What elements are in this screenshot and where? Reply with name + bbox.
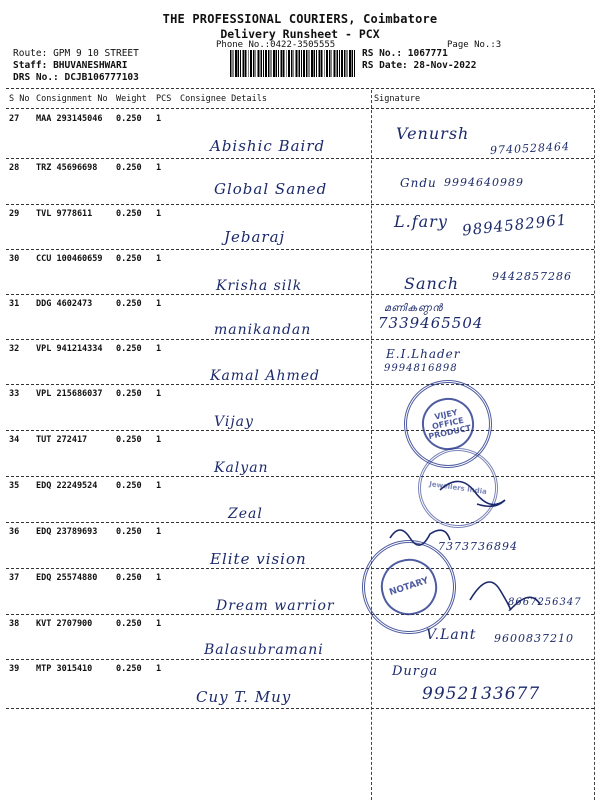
row-sno: 29 [9, 209, 20, 219]
document-subtitle: Delivery Runsheet - PCX [220, 27, 380, 41]
row-signature-phone: 9994816898 [384, 363, 458, 374]
company-title: THE PROFESSIONAL COURIERS, Coimbatore [162, 12, 438, 26]
row-weight: 0.250 [116, 344, 142, 354]
row-signature-phone: 9952133677 [422, 684, 541, 704]
scribble-row-37 [470, 582, 540, 610]
row-consignee-handwritten: Kamal Ahmed [210, 368, 321, 384]
col-head-sno: S No [9, 94, 30, 104]
row-pcs: 1 [156, 664, 162, 674]
scribble-row-36 [390, 530, 450, 545]
row-consignee-handwritten: Vijay [214, 414, 254, 430]
row-signature-phone: 9994640989 [444, 176, 524, 189]
row-pcs: 1 [156, 254, 162, 264]
row-consignee-handwritten: Cuy T. Muy [196, 688, 292, 706]
row-consignment-no: TUT 272417 [36, 435, 88, 445]
row-sno: 38 [9, 619, 20, 629]
row-pcs: 1 [156, 573, 162, 583]
row-signature-name: E.I.Lhader [386, 347, 461, 361]
row-consignment-no: MAA 293145046 [36, 114, 103, 124]
row-consignee-handwritten: manikandan [214, 322, 312, 338]
row-pcs: 1 [156, 344, 162, 354]
row-consignment-no: VPL 215686037 [36, 389, 103, 399]
rs-no-value: 1067771 [407, 48, 448, 59]
row-consignment-no: KVT 2707900 [36, 619, 93, 629]
row-consignment-no: EDQ 22249524 [36, 481, 98, 491]
row-sno: 36 [9, 527, 20, 537]
row-consignee-handwritten: Zeal [228, 506, 263, 522]
row-sno: 27 [9, 114, 20, 124]
notary-stamp-text: NOTARY [388, 575, 430, 599]
rs-date-value: 28-Nov-2022 [413, 60, 477, 71]
row-weight: 0.250 [116, 527, 142, 537]
drs-label: DRS No.: [13, 72, 59, 83]
row-signature-phone: 7339465504 [378, 314, 484, 332]
row-signature-phone: 9600837210 [494, 632, 574, 645]
row-pcs: 1 [156, 619, 162, 629]
row-signature-name: V.Lant [426, 627, 477, 643]
row-signature-phone: 8667256347 [508, 597, 582, 608]
row-signature-name: Durga [392, 664, 439, 679]
row-weight: 0.250 [116, 481, 142, 491]
row-consignment-no: CCU 100460659 [36, 254, 103, 264]
row-pcs: 1 [156, 209, 162, 219]
col-head-weight: Weight [116, 94, 147, 104]
row-pcs: 1 [156, 389, 162, 399]
row-weight: 0.250 [116, 299, 142, 309]
row-consignee-handwritten: Jebaraj [224, 228, 286, 246]
row-sno: 33 [9, 389, 20, 399]
row-sno: 37 [9, 573, 20, 583]
page-number: Page No.:3 [447, 40, 502, 50]
row-consignee-handwritten: Balasubramani [204, 642, 324, 658]
row-signature-name: മണികണ്ഠൻ [384, 303, 444, 314]
row-sno: 35 [9, 481, 20, 491]
row-pcs: 1 [156, 435, 162, 445]
row-weight: 0.250 [116, 114, 142, 124]
row-pcs: 1 [156, 114, 162, 124]
row-sno: 32 [9, 344, 20, 354]
row-pcs: 1 [156, 299, 162, 309]
row-sno: 30 [9, 254, 20, 264]
row-sno: 34 [9, 435, 20, 445]
row-consignee-handwritten: Kalyan [214, 460, 269, 476]
col-head-signature: Signature [374, 94, 421, 104]
row-signature-name: Gndu [400, 176, 437, 190]
row-consignment-no: MTP 3015410 [36, 664, 93, 674]
staff-value: BHUVANESHWARI [53, 60, 128, 71]
office-stamp-text: VIJEY OFFICE PRODUCT [427, 408, 472, 442]
row-weight: 0.250 [116, 254, 142, 264]
row-weight: 0.250 [116, 209, 142, 219]
row-consignee-handwritten: Krisha silk [216, 278, 303, 294]
row-weight: 0.250 [116, 389, 142, 399]
row-consignment-no: EDQ 25574880 [36, 573, 98, 583]
row-signature-phone: 9740528464 [489, 139, 571, 158]
staff-label: Staff: [13, 60, 48, 71]
rs-date-label: RS Date: [362, 60, 408, 71]
row-signature-name: L.fary [394, 212, 448, 231]
row-sno: 31 [9, 299, 20, 309]
row-weight: 0.250 [116, 573, 142, 583]
row-consignment-no: DDG 4602473 [36, 299, 93, 309]
rs-no-label: RS No.: [362, 48, 403, 59]
row-consignment-no: TRZ 45696698 [36, 163, 98, 173]
row-weight: 0.250 [116, 163, 142, 173]
row-consignment-no: TVL 9778611 [36, 209, 93, 219]
row-consignee-handwritten: Dream warrior [216, 598, 335, 614]
row-signature-name: Sanch [404, 274, 460, 293]
drs-value: DCJB106777103 [64, 72, 139, 83]
row-weight: 0.250 [116, 435, 142, 445]
col-head-consignment: Consignment No [36, 94, 108, 104]
col-head-consignee: Consignee Details [180, 94, 267, 104]
row-signature-phone: 9894582961 [461, 210, 569, 240]
row-sno: 39 [9, 664, 20, 674]
row-sno: 28 [9, 163, 20, 173]
phone-number: Phone No.:0422-3505555 [216, 40, 336, 50]
row-signature-phone: 7373736894 [438, 540, 518, 553]
row-signature-name: Venursh [396, 124, 470, 143]
row-pcs: 1 [156, 163, 162, 173]
row-signature-phone: 9442857286 [492, 270, 572, 283]
row-consignee-handwritten: Elite vision [210, 550, 307, 568]
row-consignment-no: VPL 941214334 [36, 344, 103, 354]
scribble-row-35 [440, 481, 505, 506]
row-pcs: 1 [156, 481, 162, 491]
row-consignee-handwritten: Abishic Baird [210, 137, 326, 155]
route-label: Route: [13, 48, 48, 59]
row-weight: 0.250 [116, 664, 142, 674]
jewellers-stamp-text: Jewellers India [428, 480, 488, 496]
row-pcs: 1 [156, 527, 162, 537]
row-consignee-handwritten: Global Saned [214, 180, 328, 198]
col-head-pcs: PCS [156, 94, 172, 104]
row-consignment-no: EDQ 23789693 [36, 527, 98, 537]
route-value: GPM 9 10 STREET [53, 48, 139, 59]
row-weight: 0.250 [116, 619, 142, 629]
